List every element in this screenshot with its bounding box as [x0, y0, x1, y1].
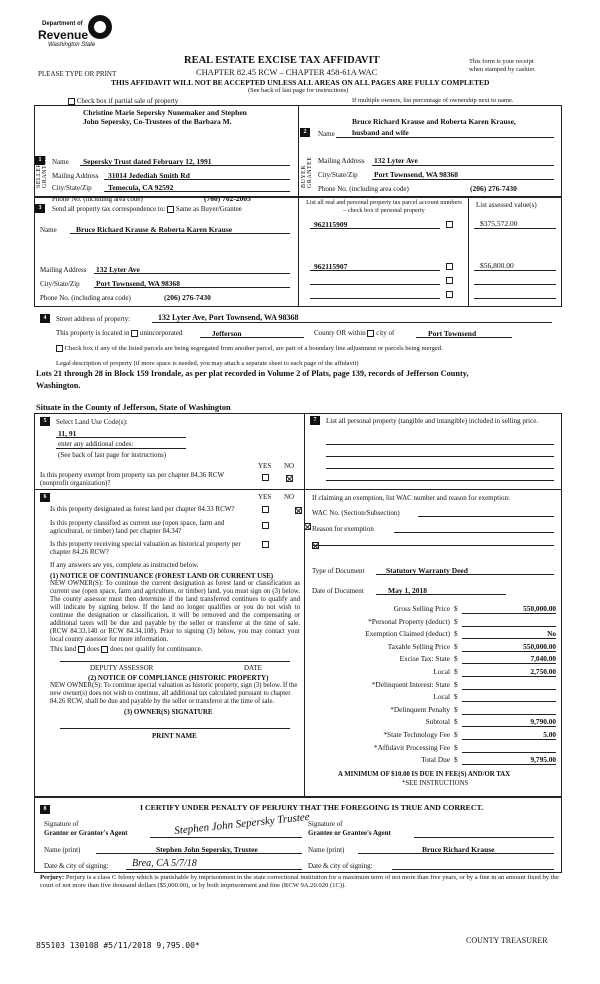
dollar-sign: $ [454, 654, 458, 664]
tc-name-label: Name [40, 226, 57, 234]
agency-line3: Washington State [48, 42, 96, 48]
financial-row-label: *Personal Property (deduct) [368, 616, 450, 626]
chapter-ref: CHAPTER 82.45 RCW – CHAPTER 458-61A WAC [196, 67, 378, 77]
financial-row-label: Excise Tax: State [399, 654, 450, 664]
tc-city-label: City/State/Zip [40, 280, 80, 288]
legal-line3: Situate in the County of Jefferson, State of Washington [36, 403, 231, 412]
dollar-sign: $ [454, 604, 458, 613]
parcel-personal-checkbox-2[interactable] [446, 263, 453, 270]
seller-name-line2: John Sepersky, Co-Trustees of the Barbara M. [83, 117, 232, 126]
s7-label: List all personal property (tangible and intangible) included in selling price. [326, 417, 539, 425]
s6-no: NO [284, 493, 295, 501]
partial-sale-row [68, 97, 178, 105]
financial-row-label: Exemption Claimed (deduct) [365, 629, 450, 639]
tax-correspondence-label: Send all property tax correspondence to: [52, 205, 166, 213]
unincorporated-checkbox[interactable] [131, 330, 138, 337]
receipt-note-1: This form is your receipt [469, 58, 534, 65]
deputy-assessor-label: DEPUTY ASSESSOR [90, 664, 154, 672]
does-not-qualify-checkbox[interactable] [101, 646, 108, 653]
financial-row-label: *Delinquent Penalty [390, 704, 450, 714]
tc-mailing-label: Mailing Address [40, 266, 87, 274]
section-1-badge: 1 [35, 156, 45, 165]
section-5-badge: 5 [40, 417, 50, 426]
parcel-value-1[interactable]: $375,572.00 [480, 219, 518, 228]
financial-row-label: Total Due [421, 755, 450, 765]
seller-side-label: SELLER GRANTOR [36, 155, 48, 188]
financial-row [312, 692, 556, 704]
exempt-question: Is this property exempt from property tax per chapter 84.36 RCW (nonprofit organization)? [40, 471, 224, 487]
dollar-sign: $ [454, 704, 458, 714]
same-as-buyer-label: Same as Buyer/Grantee [175, 205, 242, 213]
owner-signature-label: (3) OWNER(S) SIGNATURE [124, 708, 213, 716]
partial-sale-label: Check box if partial sale of property [76, 97, 179, 105]
acceptance-warning: THIS AFFIDAVIT WILL NOT BE ACCEPTED UNLESS ALL AREAS ON ALL PAGES ARE FULLY COMPLETED [111, 78, 490, 87]
multiple-owners-note: If multiple owners, list percentage of ownership next to name. [352, 97, 514, 104]
buyer-mailing[interactable]: 132 Lyter Ave [374, 156, 418, 165]
dollar-sign: $ [454, 641, 458, 651]
see-instructions: *SEE INSTRUCTIONS [402, 780, 469, 787]
financial-row [312, 629, 556, 641]
cashier-stamp: 855103 130108 #5/11/2018 9,795.00* [36, 941, 200, 950]
land-use-yes: YES [258, 462, 272, 470]
segregated-checkbox[interactable] [56, 345, 63, 352]
financial-row [312, 654, 556, 666]
this-land-label: This land [50, 645, 77, 653]
wac-label: WAC No. (Section/Subsection) [312, 509, 400, 517]
s6-q2: Is this property classified as current use (open space, farm and agricultural, or timber) land per chapter 84.34? [50, 519, 225, 535]
s6-yes: YES [258, 493, 272, 501]
financial-row-value[interactable]: No [547, 629, 556, 639]
agency-line2: Revenue [38, 28, 89, 42]
certify-text: I CERTIFY UNDER PENALTY OF PERJURY THAT THE FOREGOING IS TRUE AND CORRECT. [140, 803, 484, 812]
seller-phone[interactable]: (760) 702-2005 [204, 194, 251, 203]
financial-row [312, 617, 556, 629]
seller-phone-label: Phone No. (including area code) [52, 195, 143, 203]
parcel-account-2[interactable]: 962115907 [314, 262, 348, 271]
city-of-label: city of [376, 329, 395, 337]
dollar-sign: $ [454, 717, 458, 727]
buyer-phone[interactable]: (206) 276-7430 [470, 184, 517, 193]
financial-row [312, 755, 556, 767]
land-use-no: NO [284, 462, 295, 470]
tc-phone[interactable]: (206) 276-7430 [164, 293, 211, 302]
financial-row [312, 604, 556, 616]
tc-city[interactable]: Port Townsend, WA 98368 [96, 279, 181, 288]
located-label: This property is located in [56, 329, 130, 337]
financial-row-label: *Affidavit Processing Fee [373, 742, 450, 752]
financial-row [312, 680, 556, 692]
doc-type-label: Type of Document [312, 567, 365, 575]
reason-label: Reason for exemption [312, 525, 374, 533]
dor-logo [38, 15, 120, 53]
county-label: County OR within [314, 329, 366, 337]
notice2-title: (2) NOTICE OF COMPLIANCE (HISTORIC PROPERTY) [88, 674, 269, 682]
city-of-checkbox[interactable] [367, 330, 374, 337]
financial-row-value[interactable]: 5.00 [543, 730, 556, 739]
exempt-yes-checkbox[interactable] [262, 474, 269, 481]
financial-row-value[interactable]: 550,000.00 [523, 604, 556, 613]
parcel-value-2[interactable]: $56,800.00 [480, 261, 514, 270]
receipt-note-2: when stamped by cashier. [469, 66, 536, 73]
property-street[interactable]: 132 Lyter Ave, Port Townsend, WA 98368 [158, 313, 299, 322]
s6-q1: Is this property designated as forest land per chapter 84.33 RCW? [50, 505, 235, 513]
dollar-sign: $ [454, 742, 458, 752]
buyer-name-label: Name [318, 130, 335, 138]
segregated-label: Check box if any of the listed parcels are being segregated from another parcel, are part of a boundary line adjustment or parcels being merged. [64, 345, 443, 353]
grantee-name-label: Name (print) [308, 846, 345, 854]
grantee-sig-label-2: Grantee or Grantee's Agent [308, 829, 391, 837]
dollar-sign: $ [454, 679, 458, 689]
financial-row-value[interactable]: 9,795.00 [530, 755, 556, 765]
property-county[interactable]: Jefferson [212, 329, 242, 338]
land-use-code[interactable]: 11, 91 [58, 429, 77, 438]
buyer-city[interactable]: Port Townsend, WA 98368 [374, 170, 459, 179]
please-type: PLEASE TYPE OR PRINT [38, 70, 117, 78]
section-3-badge: 3 [35, 204, 45, 213]
date-label: DATE [244, 664, 262, 672]
perjury-text: Perjury is a class C felony which is punishable by imprisonment in the state correctional institution for a maximum term of not more than five years, or by a fine in an amount fixed by the court of not more than five thousand dollars ($5,000.00), or by both imprisonment and fine (RCW 9A.20.020 (1C)). [40, 874, 559, 889]
buyer-mailing-label: Mailing Address [318, 157, 365, 165]
dollar-sign: $ [454, 692, 458, 702]
financial-row-label: Subtotal [425, 717, 450, 727]
financial-row-label: Taxable Selling Price [387, 641, 450, 651]
parcel-personal-checkbox-4[interactable] [446, 291, 453, 298]
seller-mailing[interactable]: 31014 Jedediah Smith Rd [108, 171, 190, 180]
forest-no-checkbox[interactable] [295, 507, 302, 514]
print-name-label: PRINT NAME [152, 732, 197, 740]
property-city[interactable]: Port Townsend [428, 329, 477, 338]
tax-correspondence-row [52, 205, 242, 213]
grantor-sig-label-1: Signature of [44, 820, 79, 828]
doc-date[interactable]: May 1, 2018 [388, 586, 427, 595]
form-title: REAL ESTATE EXCISE TAX AFFIDAVIT [184, 55, 380, 66]
seller-mailing-label: Mailing Address [52, 172, 99, 180]
minimum-due: A MINIMUM OF $10.00 IS DUE IN FEE(S) AND/OR TAX [338, 771, 511, 778]
parcels-header: List all real and personal property tax parcel account numbers – check box if personal property [306, 199, 462, 214]
does-not-label: does not qualify for continuance. [110, 645, 203, 653]
grantee-date-city-label: Date & city of signing: [308, 862, 373, 870]
grantee-name[interactable]: Bruce Richard Krause [422, 845, 495, 854]
doc-type[interactable]: Statutory Warranty Deed [386, 566, 468, 575]
grantor-sig-label-2: Grantor or Grantor's Agent [44, 829, 128, 837]
financial-row-label: *State Technology Fee [383, 730, 450, 739]
grantor-signature[interactable]: Stephen John Sepersky Trustee [173, 810, 311, 838]
tc-mailing[interactable]: 132 Lyter Ave [96, 265, 140, 274]
grantor-name[interactable]: Stephen John Sepersky, Trustee [156, 845, 258, 854]
notice2-body: NEW OWNER(S): To continue special valuation as historic property, sign (3) below. If the new owner(s) does not wish to continue, all additional tax calculated pursuant to chapter 84.26 RCW, shall be due and payable by the seller or transferor at the time of sale. [50, 682, 298, 705]
parcel-personal-checkbox-3[interactable] [446, 277, 453, 284]
exemption-label: If claiming an exemption, list WAC number and reason for exemption: [312, 494, 510, 502]
seller-name-label: Name [52, 158, 69, 166]
financial-row-value[interactable]: 7,040.00 [530, 654, 556, 664]
grantor-date-city[interactable]: Brea, CA 5/7/18 [132, 858, 197, 869]
financial-row-label: Gross Selling Price [393, 604, 450, 613]
notice1-body: NEW OWNER(S): To continue the current designation as forest land or classification as current use (open space, farm and agriculture, or timber) land, you must sign on (3) below. The county assessor must then determine if the land transferred continues to qualify and will indicate by signing below. If the land no longer qualifies or you do not wish to continue the designation or classification, it will be removed and the compensating or additional taxes will be due and payable by the seller or transferor at the time of sale. (RCW 84.33.140 or RCW 84.34.108). Prior to signing (3) below, you may contact your local county assessor for more information. [50, 580, 300, 643]
doc-date-label: Date of Document [312, 587, 364, 595]
section-2-badge: 2 [300, 128, 310, 137]
buyer-name-line1: Bruce Richard Krause and Roberta Karen Krause, [352, 117, 516, 126]
seller-name-line1: Christine Marie Sepersky Nunemaker and Stephen [83, 108, 247, 117]
seller-city-label: City/State/Zip [52, 184, 92, 192]
this-land-row [50, 645, 202, 653]
section-8-badge: 8 [40, 805, 50, 814]
tc-name[interactable]: Bruce Richard Krause & Roberta Karen Krause [76, 225, 233, 234]
segregated-row [56, 345, 443, 352]
street-label: Street address of property: [56, 315, 131, 323]
section-7-badge: 7 [310, 416, 320, 425]
exempt-no-checkbox[interactable] [286, 475, 293, 482]
financial-row-label: Local [433, 667, 450, 676]
financial-row [312, 705, 556, 717]
legal-line1: Lots 21 through 28 in Block 159 Irondale, as per plat recorded in Volume 2 of Plats, page 139, records of Jefferson County, [36, 369, 469, 378]
assessed-header: List assessed value(s) [476, 201, 537, 209]
financial-row [312, 717, 556, 729]
county-treasurer: COUNTY TREASURER [466, 936, 548, 945]
financial-row-value[interactable]: 550,000.00 [523, 641, 556, 651]
financial-row-value[interactable]: 9,790.00 [530, 717, 556, 727]
unincorporated-label: unincorporated [139, 329, 183, 337]
current-use-no-checkbox[interactable] [304, 523, 311, 530]
county-or-within [314, 329, 394, 337]
buyer-name-line2: husband and wife [352, 128, 409, 137]
historic-yes-checkbox[interactable] [262, 541, 269, 548]
financial-row [312, 667, 556, 679]
legal-label: Legal description of property (if more space is needed, you may attach a separate sheet to each page of the affidavit) [56, 360, 359, 367]
tc-phone-label: Phone No. (including area code) [40, 294, 131, 302]
seller-name-line3: Sepersky Trust dated February 12, 1991 [83, 157, 212, 166]
perjury-notice [40, 874, 560, 890]
dollar-sign: $ [454, 667, 458, 676]
see-back-note: (See back of last page for instructions) [248, 87, 349, 94]
s6-if-yes: If any answers are yes, complete as instructed below. [50, 561, 199, 569]
location-row [56, 329, 182, 337]
financial-row [312, 743, 556, 755]
buyer-city-label: City/State/Zip [318, 171, 358, 179]
financial-row [312, 730, 556, 742]
legal-line2: Washington. [36, 381, 81, 390]
grantee-sig-label-1: Signature of [308, 820, 343, 828]
parcel-account-1[interactable]: 962115909 [314, 220, 348, 229]
financial-row-value[interactable]: 2,750.00 [530, 667, 556, 676]
land-use-see-back: (See back of last page for instructions) [58, 451, 167, 459]
dollar-sign: $ [454, 629, 458, 639]
grantor-date-city-label: Date & city of signing: [44, 862, 109, 870]
buyer-phone-label: Phone No. (including area code) [318, 185, 409, 193]
notice1-title: (1) NOTICE OF CONTINUANCE (FOREST LAND OR CURRENT USE) [50, 572, 274, 580]
financial-row-label: Local [433, 692, 450, 702]
dollar-sign: $ [454, 730, 458, 739]
land-use-label: Select Land Use Code(s): [56, 418, 128, 426]
partial-sale-checkbox[interactable] [68, 98, 75, 105]
section-4-badge: 4 [40, 314, 50, 323]
financial-row [312, 642, 556, 654]
does-label: does [86, 645, 100, 653]
financial-row-label: *Delinquent Interest: State [371, 679, 450, 689]
dollar-sign: $ [454, 755, 458, 765]
dollar-sign: $ [454, 616, 458, 626]
agency-line1: Department of [42, 21, 83, 27]
seller-city[interactable]: Temecula, CA 92592 [108, 183, 174, 192]
parcel-personal-checkbox-1[interactable] [446, 221, 453, 228]
additional-codes-label: enter any additional codes: [58, 440, 134, 448]
grantor-name-label: Name (print) [44, 846, 81, 854]
current-use-yes-checkbox[interactable] [262, 522, 269, 529]
same-as-buyer-checkbox[interactable] [167, 206, 174, 213]
section-6-badge: 6 [40, 493, 50, 502]
forest-yes-checkbox[interactable] [262, 506, 269, 513]
s6-q3: Is this property receiving special valuation as historical property per chapter 84.26 RCW? [50, 540, 241, 556]
perjury-label: Perjury: [40, 874, 65, 881]
does-qualify-checkbox[interactable] [78, 646, 85, 653]
buyer-side-label: BUYER GRANTEE [301, 156, 313, 188]
